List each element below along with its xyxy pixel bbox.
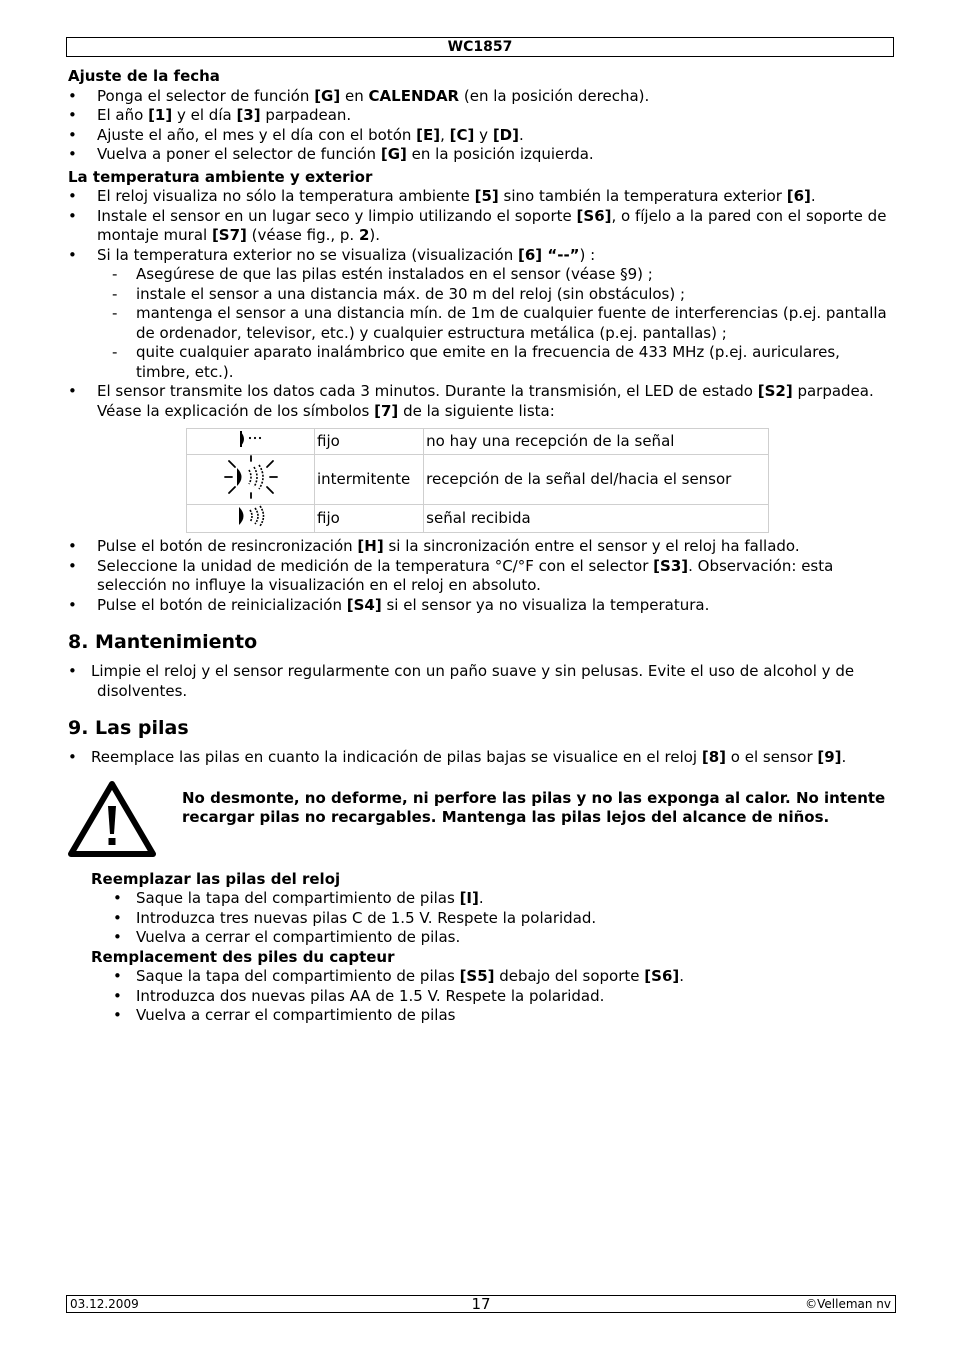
battery-warning xyxy=(68,780,888,860)
text-segment: Vuelva a cerrar el compartimiento de pilas. xyxy=(136,928,461,946)
text-segment: El reloj visualiza no sólo la temperatura ambiente xyxy=(97,187,475,205)
sensor-notes-list xyxy=(68,537,888,615)
sensor-batteries-title: Remplacement des piles du capteur xyxy=(91,947,395,966)
text-segment: ). xyxy=(369,226,381,244)
symbol-state: fijo xyxy=(315,429,424,455)
warning-text: No desmonte, no deforme, ni perfore las pilas y no las exponga al calor. No intente recargar pilas no recargables. Mantenga las pilas lejos del alcance de niños. xyxy=(182,788,886,826)
list-item xyxy=(113,1006,888,1026)
list-item: - mantenga el sensor a una distancia mín. de 1m de cualquier fuente de interferencias (p.ej. pantalla de ordenador, televisor, etc.) y cualquier estructura metálica (p.ej. pantallas) ; xyxy=(112,304,888,343)
list-item xyxy=(68,207,888,246)
text-segment: Introduzca dos nuevas pilas AA de 1.5 V. Respete la polaridad. xyxy=(136,986,605,1005)
text-segment: Vuelva a cerrar el compartimiento de pilas xyxy=(136,1006,456,1024)
reference-code: [6] “--” xyxy=(518,245,580,264)
list-item xyxy=(68,246,888,266)
warning-triangle-icon xyxy=(68,780,156,858)
text-segment: y el día xyxy=(172,106,237,124)
date-steps-list xyxy=(68,87,888,165)
signal-blinking-icon xyxy=(219,455,283,499)
reference-code: [H] xyxy=(357,537,384,555)
text-segment: Reemplace las pilas en cuanto la indicación de pilas bajas se visualice en el reloj xyxy=(91,748,702,766)
temp-steps-list xyxy=(68,187,888,265)
list-item xyxy=(113,928,888,948)
text-segment: si la sincronización entre el sensor y el reloj ha fallado. xyxy=(383,537,800,555)
text-segment: de la siguiente lista: xyxy=(398,401,555,420)
list-item xyxy=(68,145,888,165)
text-segment: si el sensor ya no visualiza la temperatura. xyxy=(381,595,710,614)
model-number: WC1857 xyxy=(447,39,513,55)
text-segment: Ajuste el año, el mes y el día con el botón xyxy=(97,125,417,144)
text-segment: Si la temperatura exterior no se visualiza (visualización xyxy=(97,245,518,264)
list-item xyxy=(68,557,888,596)
reference-code: [S7] xyxy=(211,226,247,244)
text-segment: , xyxy=(440,125,450,144)
page-header xyxy=(66,37,894,57)
list-item xyxy=(68,87,888,107)
symbol-meaning: señal recibida xyxy=(424,505,769,533)
list-item xyxy=(113,967,888,987)
troubleshoot-list xyxy=(68,265,888,382)
symbol-state: intermitente xyxy=(315,455,424,505)
text-segment: parpadean. xyxy=(260,106,352,124)
list-item: - instale el sensor a una distancia máx. de 30 m del reloj (sin obstáculos) ; xyxy=(112,285,888,305)
reference-code: [5] xyxy=(474,187,499,205)
reference-code: [S2] xyxy=(757,382,793,400)
symbol-cell xyxy=(187,455,315,505)
reference-code: [6] xyxy=(786,187,811,205)
list-item: - quite cualquier aparato inalámbrico que emite en la frecuencia de 433 MHz (p.ej. auriculares, timbre, etc.). xyxy=(112,343,888,382)
text-segment: El sensor transmite los datos cada 3 minutos. Durante la transmisión, el LED de estado xyxy=(97,382,758,400)
reference-code: [7] xyxy=(374,401,399,420)
text-segment: . xyxy=(478,889,484,907)
reference-code: [3] xyxy=(236,106,261,124)
reference-code: [G] xyxy=(380,145,407,163)
reference-code: [8] xyxy=(701,748,727,766)
list-item xyxy=(68,106,888,126)
maintenance-heading: 8. Mantenimiento xyxy=(68,631,258,653)
reference-code: [D] xyxy=(492,125,519,144)
text-segment: Pulse el botón de reinicialización xyxy=(97,595,347,614)
list-item xyxy=(68,537,888,557)
text-segment: sino también la temperatura exterior xyxy=(498,187,787,205)
text-segment: ) : xyxy=(579,245,596,264)
text-segment: Saque la tapa del compartimiento de pilas xyxy=(136,967,460,985)
text-segment: . xyxy=(679,967,685,985)
text-segment: (en la posición derecha). xyxy=(459,86,650,105)
clock-batteries-title: Reemplazar las pilas del reloj xyxy=(91,869,341,888)
maintenance-list xyxy=(68,662,888,701)
temp-section-title: La temperatura ambiente y exterior xyxy=(68,167,373,186)
battery-replacement xyxy=(91,870,888,1026)
symbol-row xyxy=(187,455,769,505)
list-item xyxy=(68,596,888,616)
list-item xyxy=(113,987,888,1007)
transmit-list xyxy=(68,382,888,421)
symbol-state: fijo xyxy=(315,505,424,533)
symbol-meaning: no hay una recepción de la señal xyxy=(424,429,769,455)
footer-copyright: ©Velleman nv xyxy=(805,1297,891,1311)
text-segment: y xyxy=(474,125,493,144)
text-segment: (véase fig., p. xyxy=(246,226,359,244)
reference-code: [E] xyxy=(416,125,441,144)
clock-batteries-list xyxy=(113,889,888,948)
list-item xyxy=(113,909,888,929)
reference-code: [G] xyxy=(314,86,341,105)
reference-code: [S4] xyxy=(346,595,382,614)
text-segment: . xyxy=(519,125,524,144)
signal-received-icon xyxy=(235,505,267,527)
text-segment: . xyxy=(841,748,847,766)
symbol-cell xyxy=(187,505,315,533)
text-segment: Introduzca tres nuevas pilas C de 1.5 V. Respete la polaridad. xyxy=(136,908,597,927)
list-item: • Limpie el reloj y el sensor regularmente con un paño suave y sin pelusas. Evite el uso de alcohol y de disolventes. xyxy=(68,662,888,701)
text-segment: Ponga el selector de función xyxy=(97,86,315,105)
signal-none-icon xyxy=(236,429,266,449)
reference-code: [9] xyxy=(817,748,842,766)
text-segment: Instale el sensor en un lugar seco y limpio utilizando el soporte xyxy=(97,206,577,225)
reference-code: 2 xyxy=(358,226,370,244)
text-segment: Saque la tapa del compartimiento de pilas xyxy=(136,889,460,907)
symbol-cell xyxy=(187,429,315,455)
text-segment: Pulse el botón de resincronización xyxy=(97,537,358,555)
page-footer xyxy=(66,1295,896,1313)
symbol-row xyxy=(187,505,769,533)
batteries-heading: 9. Las pilas xyxy=(68,717,189,739)
text-segment: Seleccione la unidad de medición de la temperatura °C/°F con el selector xyxy=(97,556,654,575)
list-item xyxy=(68,748,888,768)
page-number: 17 xyxy=(471,1295,491,1313)
signal-symbol-table xyxy=(186,428,769,533)
date-section-title: Ajuste de la fecha xyxy=(68,67,220,85)
list-item xyxy=(68,382,888,421)
text-segment: o el sensor xyxy=(726,748,818,766)
reference-code: CALENDAR xyxy=(368,86,460,105)
text-segment: . xyxy=(810,187,816,205)
reference-code: [S5] xyxy=(459,967,495,985)
text-segment: en xyxy=(340,86,369,105)
text-segment: en la posición izquierda. xyxy=(406,145,594,163)
reference-code: [S3] xyxy=(653,556,689,575)
page-content xyxy=(68,67,888,1026)
list-item xyxy=(68,187,888,207)
text-segment: parpadea. Véase la explicación de los símbolos xyxy=(97,382,874,420)
footer-date: 03.12.2009 xyxy=(70,1297,139,1311)
symbol-meaning: recepción de la señal del/hacia el sensor xyxy=(424,455,769,505)
text-segment: , o fíjelo a la pared con el soporte de montaje mural xyxy=(97,206,887,244)
text-segment: Vuelva a poner el selector de función xyxy=(97,145,381,163)
reference-code: [S6] xyxy=(644,967,680,985)
batteries-list xyxy=(68,748,888,768)
reference-code: [S6] xyxy=(576,206,612,225)
text-segment: debajo del soporte xyxy=(494,967,645,985)
symbol-row xyxy=(187,429,769,455)
text-segment: El año xyxy=(97,106,149,124)
reference-code: [I] xyxy=(459,889,479,907)
text-segment: . Observación: esta selección no influye la visualización en el reloj en absoluto. xyxy=(97,556,834,594)
reference-code: [1] xyxy=(148,106,173,124)
list-item xyxy=(68,126,888,146)
sensor-batteries-list xyxy=(113,967,888,1026)
list-item xyxy=(113,889,888,909)
reference-code: [C] xyxy=(449,125,475,144)
list-item: - Asegúrese de que las pilas estén instalados en el sensor (véase §9) ; xyxy=(112,265,888,285)
